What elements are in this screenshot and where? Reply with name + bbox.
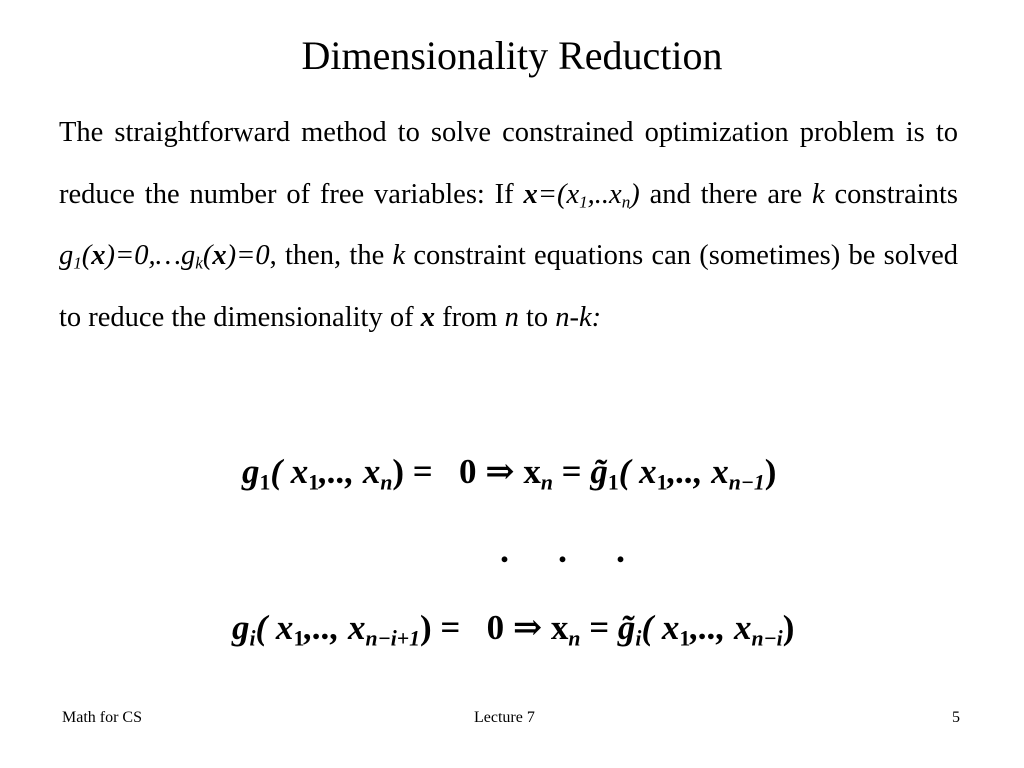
eq-rhs-mid: ,.., x [690,608,752,647]
subscript: n−i+1 [365,626,420,651]
eq-rhs-eq: = [552,452,591,491]
equation-2 [232,608,795,651]
subscript: n [540,470,553,495]
text-segment: to [518,301,556,333]
text-segment: and there are [639,178,813,210]
eq-lhs-args: ( x [255,608,294,647]
math-k: k [812,178,825,210]
math-x: x [523,178,538,210]
text-segment: The straightforward method to solve constrained optimization problem is to reduce the number of free variables: If [59,117,958,210]
math-close-eq0-end: )=0 [226,240,270,271]
subscript: n−i [751,626,783,651]
math-x: x [212,240,227,271]
footer-lecture: Lecture 7 [474,709,535,726]
text-segment: constraint equations can (sometimes) be solved to reduce the dimensionality of [59,240,959,333]
eq-g-tilde: g̃ [590,452,608,491]
eq-rhs-eq: = [580,608,618,647]
subscript: 1 [607,470,619,495]
math-open-paren: ( [81,240,92,271]
eq-lhs-mid: ,.., x [319,452,381,491]
footer-page-number: 5 [952,709,960,726]
math-open-x1: (x [556,178,580,210]
subscript: 1 [293,626,305,651]
math-close-eq0: )=0,…g [105,240,196,271]
eq-rhs-close: ) [764,452,777,491]
math-dots-x: ,..x [587,178,622,210]
eq-g: g [232,608,250,647]
math-g: g [59,240,74,271]
math-open-paren: ( [202,240,213,271]
subscript: 1 [259,470,271,495]
text-segment: constraints [824,178,958,210]
eq-rhs-mid: ,.., x [667,452,729,491]
body-paragraph [59,102,958,348]
subscript: 1 [73,253,82,273]
eq-lhs-args: ( x [270,452,309,491]
subscript: 1 [579,191,588,211]
eq-g-tilde: g̃ [617,608,636,647]
subscript: i [635,626,642,651]
eq-rhs-args: ( x [618,452,657,491]
eq-rhs-args: ( x [641,608,680,647]
subscript: n [380,470,393,495]
text-segment: , then, the [269,240,393,271]
math-n-minus-k: n-k: [555,301,602,333]
subscript: n [621,191,631,211]
subscript: 1 [308,470,320,495]
math-x: x [91,240,106,271]
subscript: k [195,253,203,273]
subscript: n−1 [728,470,765,495]
math-close: ) [630,178,640,210]
subscript: i [249,626,256,651]
subscript: 1 [679,626,691,651]
slide-title: Dimensionality Reduction [301,33,723,78]
eq-lhs-mid: ,.., x [304,608,366,647]
eq-implies: ) = 0 ⇒ x [392,452,541,491]
subscript: 1 [656,470,668,495]
ellipsis-dots: . . . [500,530,645,570]
eq-rhs-close: ) [782,608,795,647]
footer-course: Math for CS [62,709,142,726]
math-eq: = [537,178,557,210]
subscript: n [568,626,581,651]
eq-g: g [242,452,260,491]
math-k: k [392,240,406,271]
equation-1 [242,452,777,495]
math-x: x [420,301,435,333]
text-segment: from [434,301,505,333]
eq-implies: ) = 0 ⇒ x [419,608,569,647]
math-n: n [504,301,519,333]
